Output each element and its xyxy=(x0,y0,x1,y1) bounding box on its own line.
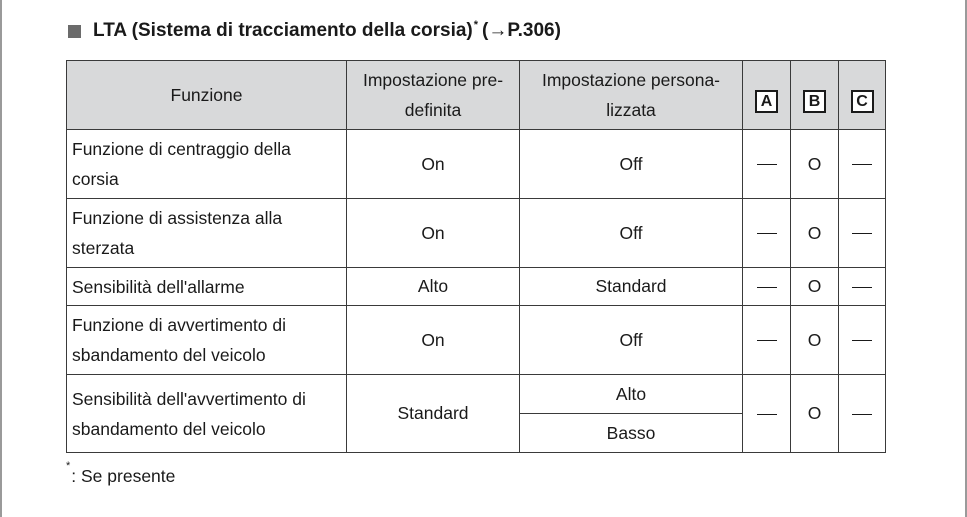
page-border-left xyxy=(0,0,2,517)
row-custom: Standard xyxy=(520,268,743,306)
footnote-marker: * xyxy=(66,460,71,473)
header-function: Funzione xyxy=(67,61,347,130)
table-row xyxy=(67,306,886,375)
row-function: Funzione di avvertimento di sbandamento del veicolo xyxy=(67,306,347,375)
section-title xyxy=(68,20,561,42)
row-c-dash-icon xyxy=(839,130,886,199)
row-a-dash-icon xyxy=(743,306,791,375)
header-b xyxy=(791,61,839,130)
c-box-icon: C xyxy=(851,90,874,113)
row-b: O xyxy=(791,130,839,199)
row-b: O xyxy=(791,199,839,268)
row-a-dash-icon xyxy=(743,375,791,453)
row-default: On xyxy=(347,199,520,268)
row-custom: Off xyxy=(520,306,743,375)
row-c-dash-icon xyxy=(839,375,886,453)
row-function: Funzione di assistenza alla sterzata xyxy=(67,199,347,268)
row-default: Standard xyxy=(347,375,520,453)
row-c-dash-icon xyxy=(839,199,886,268)
row-b: O xyxy=(791,268,839,306)
row-a-dash-icon xyxy=(743,268,791,306)
row-a-dash-icon xyxy=(743,199,791,268)
header-custom-setting: Impostazione persona- lizzata xyxy=(520,61,743,130)
row-c-dash-icon xyxy=(839,268,886,306)
a-box-icon: A xyxy=(755,90,778,113)
row-custom-option: Basso xyxy=(520,414,743,453)
row-default: On xyxy=(347,130,520,199)
table-row xyxy=(67,268,886,306)
row-custom: Off xyxy=(520,199,743,268)
table-row xyxy=(67,130,886,199)
section-title-text: LTA (Sistema di tracciamento della corsia) xyxy=(93,20,473,41)
table-row xyxy=(67,199,886,268)
row-default: On xyxy=(347,306,520,375)
settings-table xyxy=(66,60,886,453)
footnote xyxy=(66,460,176,487)
section-bullet-square-icon xyxy=(68,25,81,38)
table-row xyxy=(67,375,886,414)
row-function: Sensibilità dell'avvertimento di sbandamento del veicolo xyxy=(67,375,347,453)
row-b: O xyxy=(791,306,839,375)
row-b: O xyxy=(791,375,839,453)
header-a xyxy=(743,61,791,130)
table-header-row xyxy=(67,61,886,130)
section-title-asterisk: * xyxy=(473,19,479,31)
footnote-text: : Se presente xyxy=(71,466,176,486)
b-box-icon: B xyxy=(803,90,826,113)
section-title-page-ref[interactable]: (→P.306) xyxy=(482,20,561,41)
row-c-dash-icon xyxy=(839,306,886,375)
header-default-setting: Impostazione pre- definita xyxy=(347,61,520,130)
row-function: Funzione di centraggio della corsia xyxy=(67,130,347,199)
row-custom: Off xyxy=(520,130,743,199)
row-default: Alto xyxy=(347,268,520,306)
row-a-dash-icon xyxy=(743,130,791,199)
row-custom-option: Alto xyxy=(520,375,743,414)
row-function: Sensibilità dell'allarme xyxy=(67,268,347,306)
header-c xyxy=(839,61,886,130)
